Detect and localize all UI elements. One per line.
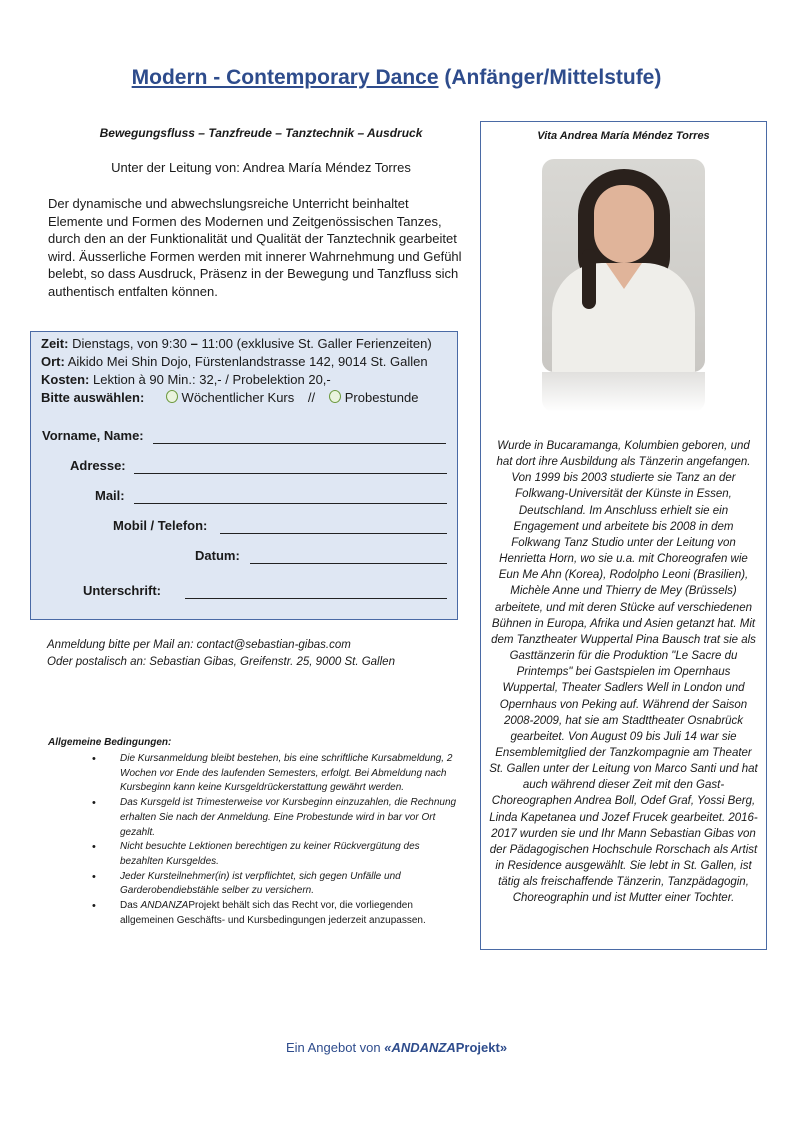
condition-item: • Jeder Kursteilnehmer(in) ist verpflichtet, sich gegen Unfälle und Garderobendiebstähle selber zu versichern.	[70, 870, 464, 899]
page-title	[0, 66, 793, 90]
option-trial-label: Probestunde	[344, 390, 419, 405]
condition-item: • Nicht besuchte Lektionen berechtigen zu keiner Rückvergütung des bezahlten Kursgeldes.	[70, 840, 464, 869]
mail-label: Mail:	[95, 488, 125, 503]
conditions-heading: Allgemeine Bedingungen:	[48, 737, 172, 748]
address-field[interactable]	[134, 473, 447, 474]
name-field[interactable]	[153, 443, 446, 444]
footer-brand: «ANDANZA	[384, 1040, 456, 1055]
course-selection	[41, 390, 418, 405]
mail-field[interactable]	[134, 503, 447, 504]
condition-prefix: Das	[120, 900, 141, 912]
option-weekly-label: Wöchentlicher Kurs	[181, 390, 295, 405]
intro-paragraph: Der dynamische und abwechslungsreiche Unterricht beinhaltet Elemente und Formen des Modernen und Zeitgenössischen Tanzes, durch den an der Funktionalität und Qualität der Tanztechnik gearbeitet wird. Äusserliche Formen werden mit innerer Wahrnehmung und Gefühl belebt, so dass Ausdruck, Präsenz in der Bewegung und Tanzfluss sich authentisch entfalten können.	[48, 196, 462, 299]
info-time	[41, 336, 432, 351]
phone-field[interactable]	[220, 533, 447, 534]
time-value: Dienstags, von 9:30	[68, 336, 191, 351]
footer	[0, 1040, 793, 1055]
info-costs	[41, 372, 331, 387]
time-end: 11:00 (exklusive St. Galler Ferienzeiten)	[197, 336, 432, 351]
location-label: Ort:	[41, 354, 65, 369]
address-label: Adresse:	[70, 458, 126, 473]
signature-label: Unterschrift:	[83, 583, 162, 598]
portrait-photo	[542, 159, 705, 372]
title-level: (Anfänger/Mittelstufe)	[438, 66, 662, 89]
radio-weekly-course[interactable]	[166, 390, 178, 403]
photo-reflection	[542, 372, 705, 412]
registration-note	[47, 637, 395, 671]
subtitle: Bewegungsfluss – Tanzfreude – Tanztechnik – Ausdruck	[99, 126, 423, 140]
date-label: Datum:	[195, 548, 240, 563]
footer-brand-rest: Projekt»	[455, 1040, 508, 1055]
vita-title: Vita Andrea María Méndez Torres	[537, 130, 710, 142]
name-label: Vorname, Name:	[42, 428, 144, 443]
conditions-list	[70, 752, 464, 928]
radio-trial-lesson[interactable]	[329, 390, 341, 403]
costs-value: Lektion à 90 Min.: 32,- / Probelektion 20,-	[89, 372, 331, 387]
location-value: Aikido Mei Shin Dojo, Fürstenlandstrasse 142, 9014 St. Gallen	[64, 354, 428, 369]
date-field[interactable]	[250, 563, 447, 564]
option-separator: //	[307, 390, 316, 405]
title-main: Modern - Contemporary Dance	[131, 66, 439, 89]
time-dash: –	[190, 336, 198, 351]
postal-instruction: Oder postalisch an: Sebastian Gibas, Greifenstr. 25, 9000 St. Gallen	[47, 656, 395, 668]
vita-box	[480, 121, 767, 950]
costs-label: Kosten:	[41, 372, 90, 387]
condition-item	[70, 899, 464, 928]
condition-item: • Das Kursgeld ist Trimesterweise vor Kursbeginn einzuzahlen, die Rechnung erhalten Sie nach der Anmeldung. Eine Probestunde wird in bar vor Ort gezahlt.	[70, 796, 464, 840]
selection-label: Bitte auswählen:	[41, 390, 145, 405]
condition-brand: ANDANZA	[140, 900, 189, 912]
signature-field[interactable]	[185, 598, 447, 599]
time-label: Zeit:	[41, 336, 69, 351]
condition-item: • Die Kursanmeldung bleibt bestehen, bis eine schriftliche Kursabmeldung, 2 Wochen vor Ende des laufenden Semesters, erfolgt. Bei Abmeldung nach Kursbeginn kann keine Kursgeldrückerstattung gewährt werden.	[70, 752, 464, 796]
footer-prefix: Ein Angebot von	[285, 1040, 385, 1055]
leader-line: Unter der Leitung von: Andrea María Méndez Torres	[111, 160, 411, 175]
registration-box	[30, 331, 458, 620]
condition-rest: Projekt behält sich das Recht vor, die vorliegenden allgemeinen Geschäfts- und Kursbedingungen jederzeit anzupassen.	[120, 900, 426, 926]
phone-label: Mobil / Telefon:	[113, 518, 208, 533]
vita-text: Wurde in Bucaramanga, Kolumbien geboren, und hat dort ihre Ausbildung als Tänzerin angefangen. Von 1999 bis 2003 studierte sie Tanz an der Folkwang-Universität der Künste in Essen, Deutschland. Im Anschluss erhielt sie ein Engagement und arbeitete bis 2008 in dem Folkwang Tanz Studio unter der Leitung von Henrietta Horn, wo sie u.a. mit Choreografen wie Eun Me Ahn (Korea), Rodolpho Leoni (Brasilien), Michèle Anne und Thierry de Mey (Brüssels) arbeitete, und mit deren Stücke auf verschiedenen Bühnen in Europa, Afrika und Asien getanzt hat. Mit dem Tanztheater Wuppertal Pina Bausch trat sie als Gasttänzerin für die Produktion "Le Sacre du Printemps" bei Gastspielen im Opernhaus Wuppertal, Theater Sadlers Well in London und Opernhaus von Peking auf. Während der Saison 2008-2009, hat sie am Stadttheater Osnabrück gearbeitet. Von August 09 bis Juli 14 war sie Ensemblemitglied der Tanzkompagnie am Theater St. Gallen unter der Leitung von Marco Santi und hat auch während dieser Zeit mit den Gast-Choreographen Andrea Boll, Odef Graf, Yossi Berg, Linda Kapetanea und Jozef Frucek gearbeitet. 2016-2017 wurden sie und Ihr Mann Sebastian Gibas von der Pädagogischen Hochschule Rorschach als Artist in Residence ausgewählt. Sie lebt in St. Gallen, ist tätig als freischaffende Tänzerin, Tanzpädagogin, Choreographin und ist Mutter einer Tochter.	[489, 440, 758, 905]
info-location	[41, 354, 428, 369]
mail-instruction: Anmeldung bitte per Mail an: contact@sebastian-gibas.com	[47, 639, 351, 651]
